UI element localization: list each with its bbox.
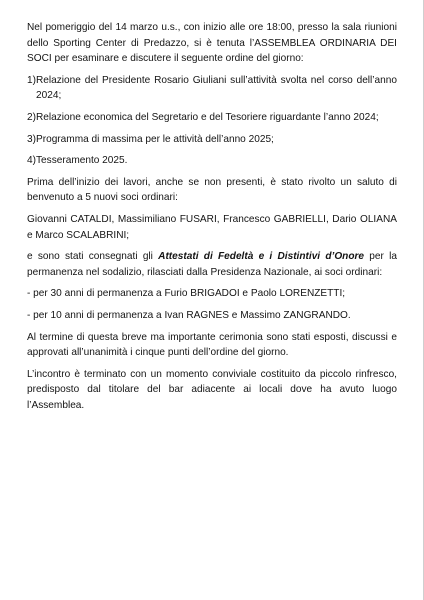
- award-line-10-years: - per 10 anni di permanenza a Ivan RAGNES e Massimo ZANGRANDO.: [27, 309, 351, 321]
- agenda-text: Programma di massima per le attività dell’anno 2025;: [35, 133, 274, 145]
- awards-before: e sono stati consegnati gli: [27, 251, 159, 263]
- greeting-paragraph: Prima dell’inizio dei lavori, anche se non presenti, è stato rivolto un saluto di benvenuto a 5 nuovi soci ordinari:: [27, 176, 397, 204]
- agenda-item-2: [27, 110, 397, 126]
- agenda-item-1: [27, 73, 397, 104]
- new-members-paragraph: Giovanni CATALDI, Massimiliano FUSARI, Francesco GABRIELLI, Dario OLIANA e Marco SCALABRINI;: [27, 213, 397, 241]
- awards-after: per la permanenza nel sodalizio, rilasciati dalla Presidenza Nazionale, ai soci ordinari:: [27, 251, 397, 278]
- agenda-number: 1): [27, 74, 36, 86]
- conclusion-paragraph: Al termine di questa breve ma importante cerimonia sono stati esposti, discussi e approvati all’unanimità i cinque punti dell’ordine del giorno.: [27, 331, 397, 359]
- awards-highlight: Attestati di Fedeltà e i Distintivi d’Onore: [158, 251, 365, 263]
- agenda-number: 4): [27, 155, 36, 167]
- closing-paragraph: L’incontro è terminato con un momento conviviale costituito da piccolo rinfresco, predisposto dal titolare del bar adiacente ai locali dove ha avuto luogo l’Assemblea.: [27, 368, 397, 411]
- agenda-item-3: [27, 132, 397, 148]
- agenda-text: Tesseramento 2025.: [35, 155, 128, 167]
- award-line-30-years: - per 30 anni di permanenza a Furio BRIGADOI e Paolo LORENZETTI;: [27, 288, 346, 300]
- agenda-number: 3): [27, 133, 36, 145]
- intro-paragraph: Nel pomeriggio del 14 marzo u.s., con inizio alle ore 18:00, presso la sala riunioni dello Sporting Center di Predazzo, si è tenuta l’ASSEMBLEA ORDINARIA DEI SOCI per esaminare e discutere il seguente ordine del giorno:: [27, 22, 397, 65]
- agenda-text: Relazione del Presidente Rosario Giuliani sull’attività svolta nel corso dell’anno 2024;: [35, 74, 397, 102]
- awards-paragraph: [27, 249, 397, 280]
- agenda-number: 2): [27, 111, 36, 123]
- document-body: [27, 20, 397, 413]
- agenda-item-4: [27, 153, 397, 169]
- agenda-text: Relazione economica del Segretario e del Tesoriere riguardante l’anno 2024;: [35, 111, 379, 123]
